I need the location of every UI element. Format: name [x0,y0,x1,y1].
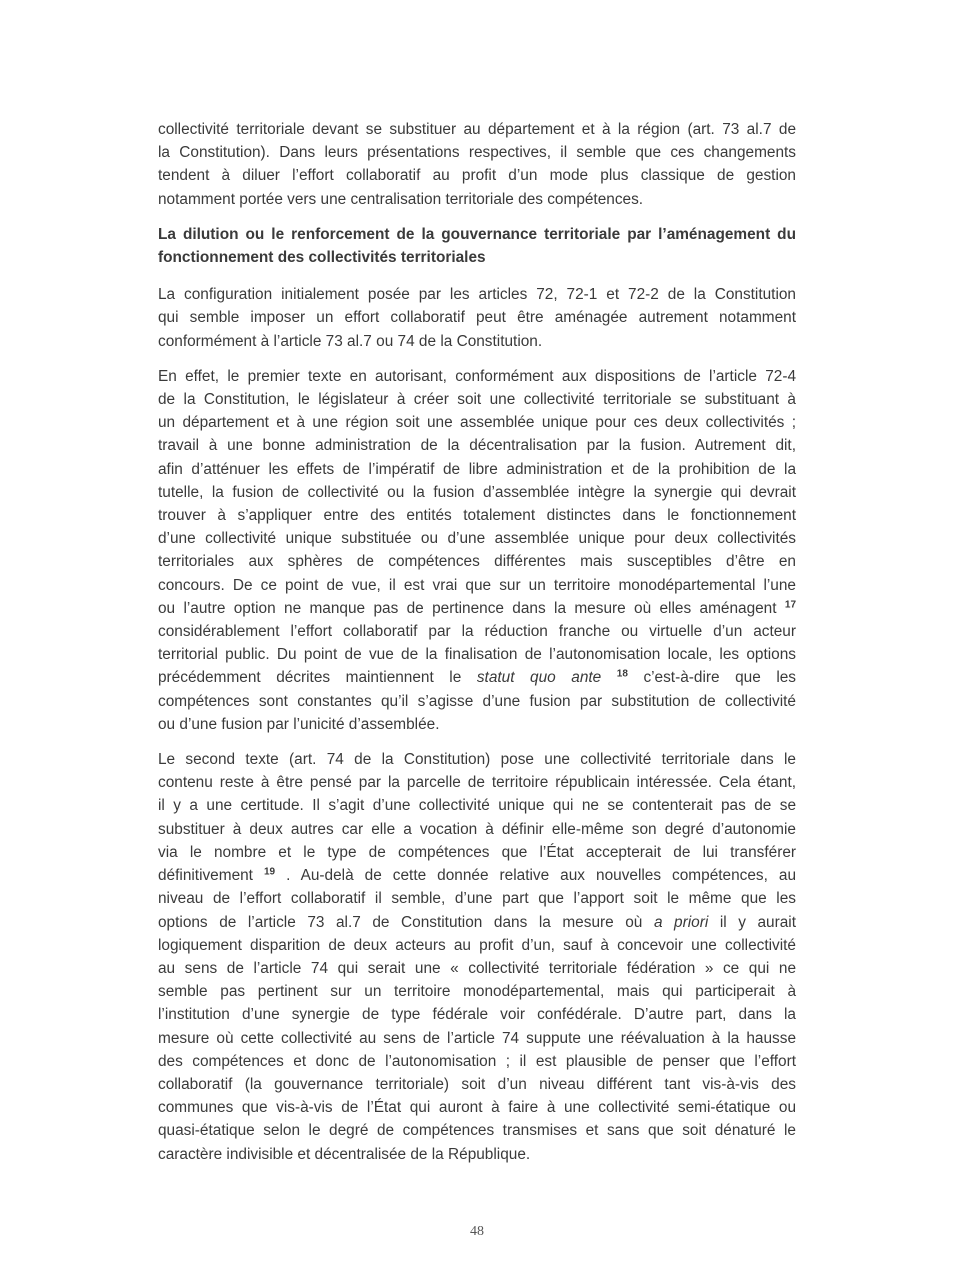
text-line [158,864,796,887]
text-line: de la Constitution, le législateur à créer soit une collectivité territoriale se substituant à [158,391,796,409]
paragraph-premier-texte [158,365,796,736]
text-line: substituer à deux autres car elle a vocation à définir elle-même son degré d’autonomie [158,820,796,838]
text-line: communes que vis-à-vis de l’État qui auront à faire à une collectivité semi-étatique ou [158,1099,796,1117]
document-page [158,118,796,1178]
paragraph-configuration [158,283,796,353]
text-line [158,911,796,934]
page-number: 48 [470,1224,484,1239]
text-line: tendent à diluer l’effort collaboratif au profit d’un mode plus classique de gestion [158,167,796,185]
text-line: conformément à l’article 73 al.7 ou 74 de la Constitution. [158,332,543,350]
paragraph-intro-continued [158,118,796,211]
text-line: trouver à s’appliquer entre des entités totalement distinctes dans le fonctionnement [158,507,796,525]
text-line: quasi-étatique selon le degré de compétences transmises et sans que soit dénaturé le [158,1122,796,1140]
text-segment: définitivement [158,867,253,885]
text-segment: précédemment décrites maintiennent le [158,669,462,687]
footnote-ref-17[interactable]: 17 [784,599,797,611]
text-line: qui semble imposer un effort collaboratif peut être aménagée autrement notamment [158,309,796,327]
text-line: logiquement disparition de deux acteurs au profit d’un, sauf à concevoir une collectivité [158,936,796,954]
text-line: semble pas pertinent sur un territoire monodépartemental, mais qui participerait à [158,983,796,1001]
text-line: travail à une bonne administration de la décentralisation par la fusion. Autrement dit, [158,437,796,455]
text-line: collectivité territoriale devant se substituer au département et à la région (art. 73 al.7 de [158,121,796,138]
text-line: concours. De ce point de vue, il est vrai que sur un territoire monodépartemental l’une [158,576,796,594]
text-line: d’une collectivité unique substituée ou d’une assemblée unique pour deux collectivités [158,530,796,548]
text-line: ou d’une fusion par l’unicité d’assemblée. [158,715,440,733]
text-line: caractère indivisible et décentralisée de la République. [158,1145,531,1163]
text-line: via le nombre et le type de compétences que l’État accepterait de lui transférer [158,843,796,861]
text-line [158,666,796,689]
latin-phrase: statut quo ante [476,669,602,687]
text-line: l’institution d’une synergie de type fédérale voir confédérale. D’autre part, dans la [158,1006,796,1024]
latin-phrase: a priori [653,913,709,931]
text-line: afin d’atténuer les effets de l’impératif de libre administration et de la prohibition de la [158,460,796,478]
text-line: notamment portée vers une centralisation territoriale des compétences. [158,190,644,208]
text-segment: il y aurait [719,913,796,931]
text-line: un département et à une région soit une assemblée unique pour ces deux collectivités ; [158,414,796,432]
heading-line: La dilution ou le renforcement de la gouvernance territoriale par l’aménagement du [158,225,796,243]
text-line: niveau de l’effort collaboratif il semble, d’une part que l’apport soit le même que les [158,890,796,908]
text-line: collaboratif (la gouvernance territoriale) soit d’un niveau différent tant vis-à-vis des [158,1075,796,1093]
footnote-ref-19[interactable]: 19 [264,866,276,878]
text-line: La configuration initialement posée par les articles 72, 72-1 et 72-2 de la Constitution [158,286,796,304]
text-segment: options de l’article 73 al.7 de Constitution dans la mesure où [158,913,643,931]
text-line: au sens de l’article 74 qui serait une « collectivité territoriale fédération » ce qui ne [158,959,796,977]
text-line: tutelle, la fusion de collectivité ou la fusion d’assemblée intègre la synergie qui devrait [158,483,796,501]
text-line: la Constitution). Dans leurs présentations respectives, il semble que ces changements [158,144,796,162]
text-line: compétences sont constantes qu’il s’agisse d’une fusion par substitution de collectivité [158,692,796,710]
text-line: territorial public. Du point de vue de la finalisation de l’autonomisation locale, les options [158,646,796,664]
text-line: territoriales aux sphères de compétences différentes mais susceptibles d’être en [158,553,796,571]
text-segment: c’est-à-dire que les [643,669,796,687]
section-heading [158,223,796,269]
text-line: mesure où cette collectivité au sens de l’article 74 suppute une réévaluation à la hausse [158,1029,796,1047]
text-segment: . Au-delà de cette donnée relative aux nouvelles compétences, au [286,867,797,885]
text-line: il y a une certitude. Il s’agit d’une collectivité unique qui ne se contenterait pas de se [158,797,796,815]
paragraph-second-texte [158,748,796,1166]
heading-line: fonctionnement des collectivités territoriales [158,249,486,267]
text-line: contenu reste à être pensé par la parcelle de territoire républicain intéressée. Cela étant, [158,774,796,792]
text-line: des compétences et donc de l’autonomisation ; il est plausible de penser que l’effort [158,1052,796,1070]
text-line: Le second texte (art. 74 de la Constitution) pose une collectivité territoriale dans le [158,751,796,769]
text-line: considérablement l’effort collaboratif par la réduction franche ou virtuelle d’un acteur [158,623,796,641]
text-line [158,597,796,620]
text-line: En effet, le premier texte en autorisant, conformément aux dispositions de l’article 72-4 [158,367,796,385]
footnote-ref-18[interactable]: 18 [616,668,628,680]
text-segment: ou l’autre option ne manque pas de pertinence dans la mesure où elles aménagent [158,599,777,617]
